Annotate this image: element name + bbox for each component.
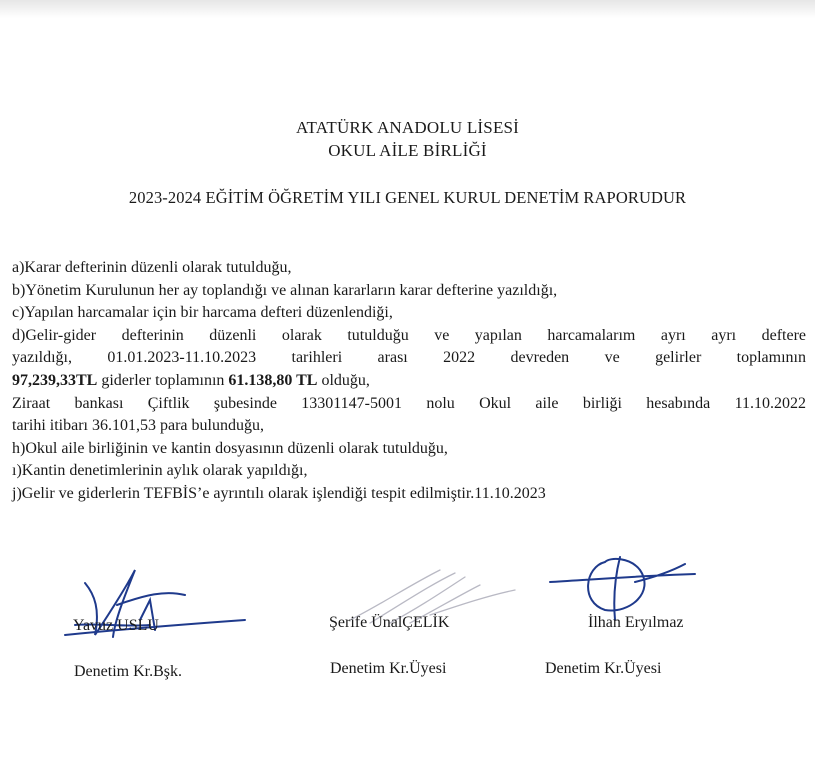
item-d-line2: yazıldığı, 01.01.2023-11.10.2023 tarihleri arası 2022 devreden ve gelirler toplamının [12,349,806,367]
report-body [12,257,806,506]
signer-role-3: Denetim Kr.Üyesi [545,660,662,677]
bank-line2: tarihi itibarı 36.101,53 para bulunduğu, [12,417,264,435]
signer-name-3: İlhan Eryılmaz [588,614,684,631]
item-b: b)Yönetim Kurulunun her ay toplandığı ve alınan kararların karar defterine yazıldığı, [12,281,558,299]
report-title: 2023-2024 EĞİTİM ÖĞRETİM YILI GENEL KURUL DENETİM RAPORUDUR [128,188,687,207]
item-j: j)Gelir ve giderlerin TEFBİS’e ayrıntılı olarak işlendiği tespit edilmiştir.11.10.2023 [12,484,546,502]
scan-edge-shadow [0,0,815,18]
signer-name-1: Yavuz USLU [73,617,159,634]
income-total: 97,239,33TL [12,371,98,389]
item-a: a)Karar defterinin düzenli olarak tutulduğu, [12,259,292,276]
association-name: OKUL AİLE BİRLİĞİ [328,141,487,160]
item-d-line3: 97,239,33TL giderler toplamının 61.138,80 TL olduğu, [12,371,370,389]
item-i: ı)Kantin denetimlerinin aylık olarak yapıldığı, [12,462,308,480]
item-c: c)Yapılan harcamalar için bir harcama defteri düzenlendiği, [12,304,393,322]
signer-role-1: Denetim Kr.Bşk. [74,663,182,680]
signer-name-2: Şerife ÜnalÇELİK [329,614,450,631]
signature-ilhan-eryilmaz [545,552,705,622]
bank-line1: Ziraat bankası Çiftlik şubesinde 13301147-5001 nolu Okul aile birliği hesabında 11.10.2022 [12,394,806,412]
item-d-line1: d)Gelir-gider defterinin düzenli olarak tutulduğu ve yapılan harcamalarım ayrı ayrı deftere [12,326,806,344]
school-name: ATATÜRK ANADOLU LİSESİ [295,118,520,137]
expense-total: 61.138,80 TL [228,371,318,389]
item-h: h)Okul aile birliğinin ve kantin dosyasının düzenli olarak tutulduğu, [12,439,448,457]
signer-role-2: Denetim Kr.Üyesi [330,660,447,677]
